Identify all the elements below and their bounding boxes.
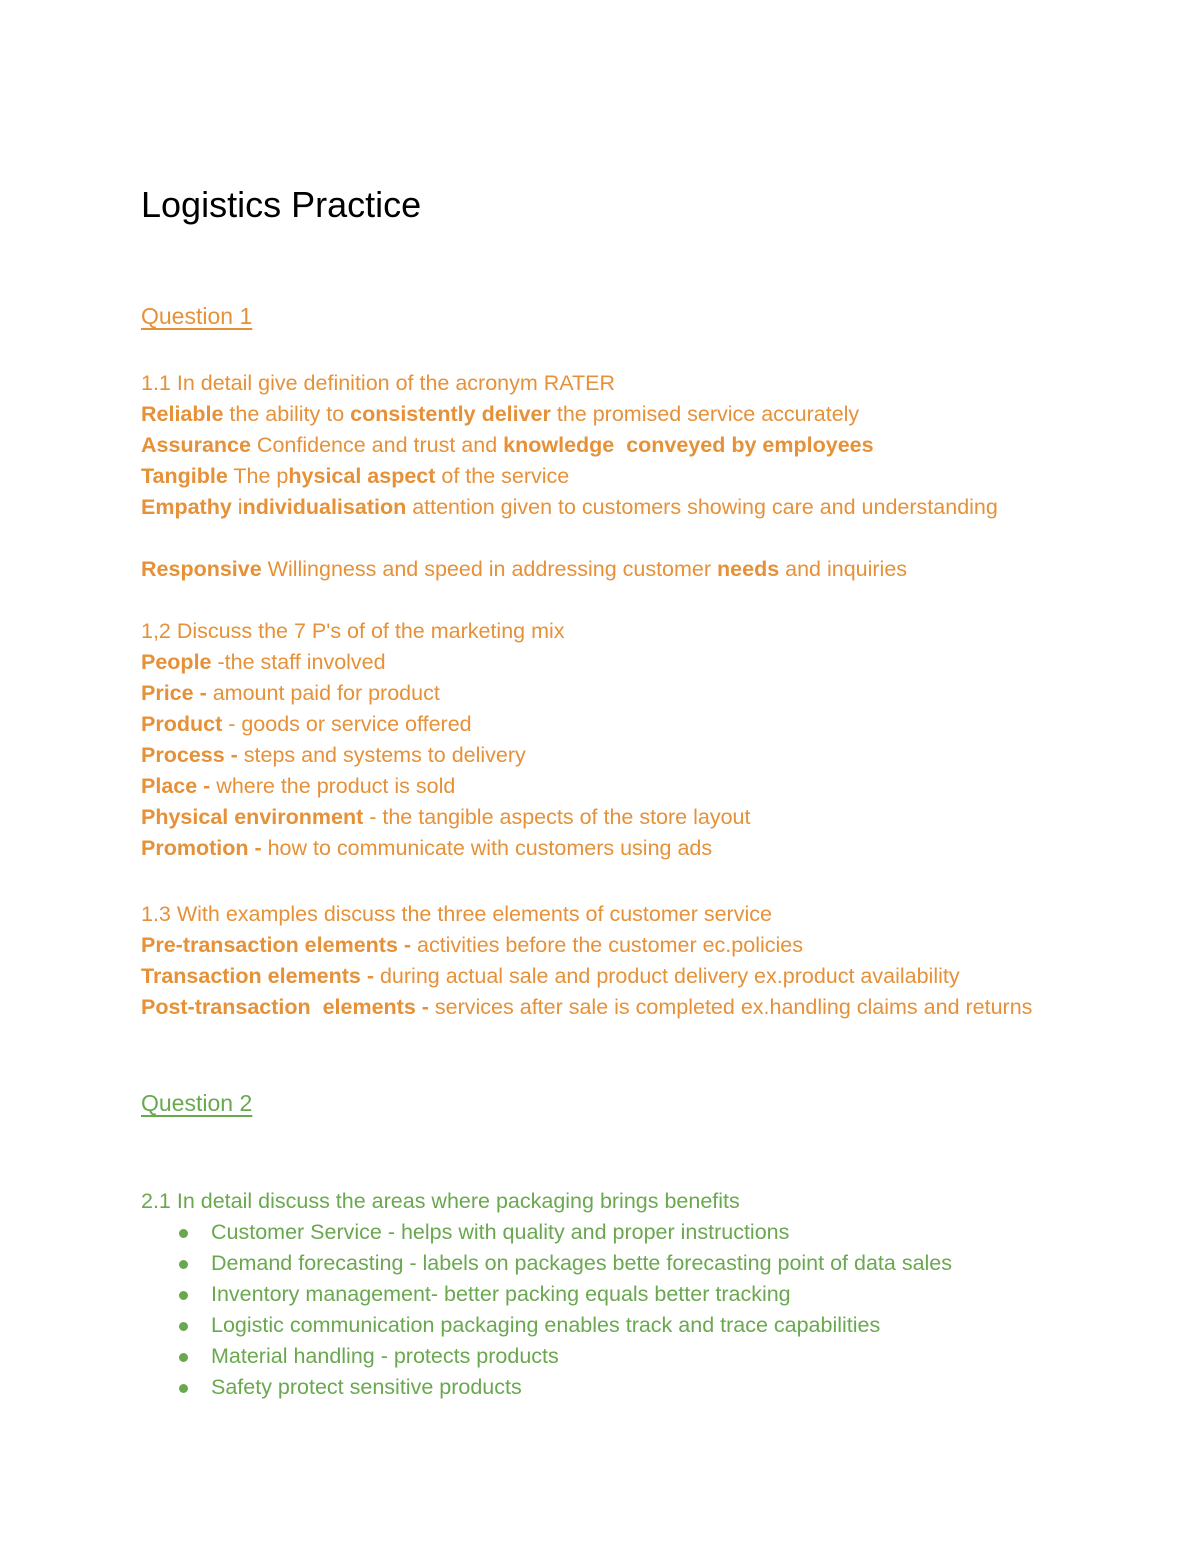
section-2-1-prompt: 2.1 In detail discuss the areas where packaging brings benefits (141, 1189, 740, 1213)
bullet-icon (179, 1353, 188, 1362)
text: Confidence and trust and (250, 433, 504, 457)
text: the promised service accurately (550, 402, 860, 426)
packaging-benefits-list (177, 1217, 1057, 1403)
text: of the service (435, 464, 570, 488)
list-item (177, 1279, 1057, 1310)
term: Transaction elements - (141, 964, 374, 988)
description: -the staff involved (211, 650, 386, 674)
list-item (177, 1217, 1057, 1248)
text: Willingness and speed in addressing customer (261, 557, 718, 581)
mix-process (141, 740, 1061, 771)
term: People (141, 650, 212, 674)
list-item-text: Customer Service - helps with quality and proper instructions (211, 1220, 790, 1244)
question-2-heading: Question 2 (141, 1090, 253, 1116)
element-pre-transaction (141, 930, 1061, 961)
description: activities before the customer ec.policies (411, 933, 803, 957)
term: Pre-transaction elements - (141, 933, 412, 957)
bold-text: knowledge conveyed by employees (503, 433, 874, 457)
bullet-icon (179, 1229, 188, 1238)
term: Reliable (141, 402, 224, 426)
description: where the product is sold (210, 774, 456, 798)
description: - goods or service offered (222, 712, 472, 736)
section-1-1-prompt: 1.1 In detail give definition of the acronym RATER (141, 371, 616, 395)
term: Product (141, 712, 223, 736)
element-transaction (141, 961, 1061, 992)
bold-text: hysical aspect (288, 464, 436, 488)
term: Post-transaction elements - (141, 995, 429, 1019)
term: Responsive (141, 557, 262, 581)
description: during actual sale and product delivery ex.product availability (374, 964, 960, 988)
bold-text: needs (717, 557, 780, 581)
rater-tangible (141, 461, 1061, 492)
list-item (177, 1248, 1057, 1279)
rater-responsive (141, 554, 1061, 585)
section-1-2-prompt: 1,2 Discuss the 7 P's of of the marketing mix (141, 619, 565, 643)
element-post-transaction (141, 992, 1061, 1054)
list-item-text: Inventory management- better packing equals better tracking (211, 1282, 791, 1306)
text: attention given to customers showing care and understanding (406, 495, 998, 519)
document-title: Logistics Practice (141, 184, 422, 225)
bullet-icon (179, 1322, 188, 1331)
bold-text: consistently deliver (350, 402, 551, 426)
text: and inquiries (779, 557, 908, 581)
section-1-2 (141, 616, 1061, 864)
term: Assurance (141, 433, 251, 457)
term: Price - (141, 681, 207, 705)
list-item-text: Material handling - protects products (211, 1344, 559, 1368)
mix-price (141, 678, 1061, 709)
description: steps and systems to delivery (237, 743, 526, 767)
description: services after sale is completed ex.handling claims and returns (428, 995, 1033, 1019)
list-item-text: Demand forecasting - labels on packages bette forecasting point of data sales (211, 1251, 953, 1275)
mix-product (141, 709, 1061, 740)
rater-reliable (141, 399, 1061, 430)
mix-promotion (141, 833, 1061, 864)
text: The p (227, 464, 289, 488)
section-1-1 (141, 368, 1061, 585)
bullet-icon (179, 1260, 188, 1269)
bold-text: ndividualisation (242, 495, 407, 519)
rater-empathy (141, 492, 1061, 554)
description: amount paid for product (206, 681, 440, 705)
section-1-3-prompt: 1.3 With examples discuss the three elements of customer service (141, 902, 772, 926)
description: - the tangible aspects of the store layout (363, 805, 751, 829)
list-item (177, 1341, 1057, 1372)
question-1-heading: Question 1 (141, 303, 253, 329)
text: the ability to (223, 402, 351, 426)
term: Tangible (141, 464, 228, 488)
mix-people (141, 647, 1061, 678)
description: how to communicate with customers using ads (261, 836, 713, 860)
list-item-text: Logistic communication packaging enables track and trace capabilities (211, 1313, 881, 1337)
bullet-icon (179, 1291, 188, 1300)
list-item-text: Safety protect sensitive products (211, 1375, 522, 1399)
mix-place (141, 771, 1061, 802)
term: Place - (141, 774, 211, 798)
list-item (177, 1372, 1057, 1403)
text: i (231, 495, 243, 519)
list-item (177, 1310, 1057, 1341)
bullet-icon (179, 1384, 188, 1393)
term: Physical environment (141, 805, 364, 829)
mix-physical-environment (141, 802, 1061, 833)
section-2-1 (141, 1186, 1061, 1217)
section-1-3 (141, 899, 1061, 1054)
term: Process - (141, 743, 238, 767)
term: Promotion - (141, 836, 262, 860)
term: Empathy (141, 495, 232, 519)
rater-assurance (141, 430, 1061, 461)
